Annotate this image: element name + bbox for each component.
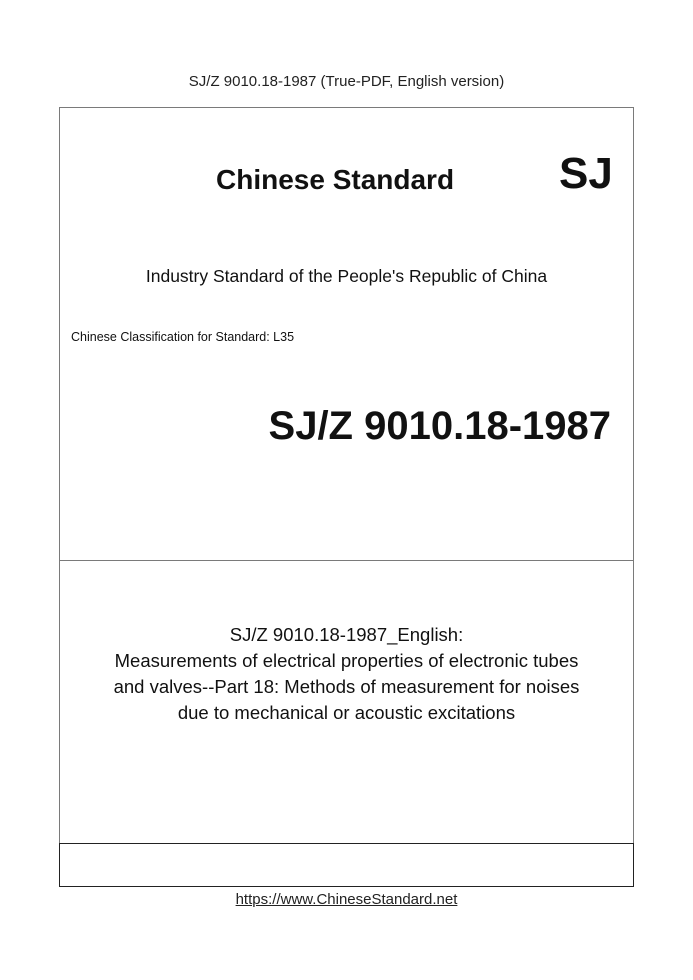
sj-mark: SJ [559,149,613,198]
description-line: SJ/Z 9010.18-1987_English: [229,624,464,645]
standard-description [59,622,634,726]
description-line: and valves--Part 18: Methods of measurement for noises [113,676,580,697]
standard-number: SJ/Z 9010.18-1987 [268,404,611,448]
bottom-panel [59,843,634,887]
cover-title: Chinese Standard [216,164,455,195]
classification-label: Chinese Classification for Standard: L35 [71,330,295,344]
description-line: due to mechanical or acoustic excitations [177,702,516,723]
description-line: Measurements of electrical properties of electronic tubes [114,650,579,671]
document-header: SJ/Z 9010.18-1987 (True-PDF, English version) [188,73,505,90]
website-link[interactable]: https://www.ChineseStandard.net [235,891,458,908]
industry-standard-label: Industry Standard of the People's Republic of China [145,266,548,286]
